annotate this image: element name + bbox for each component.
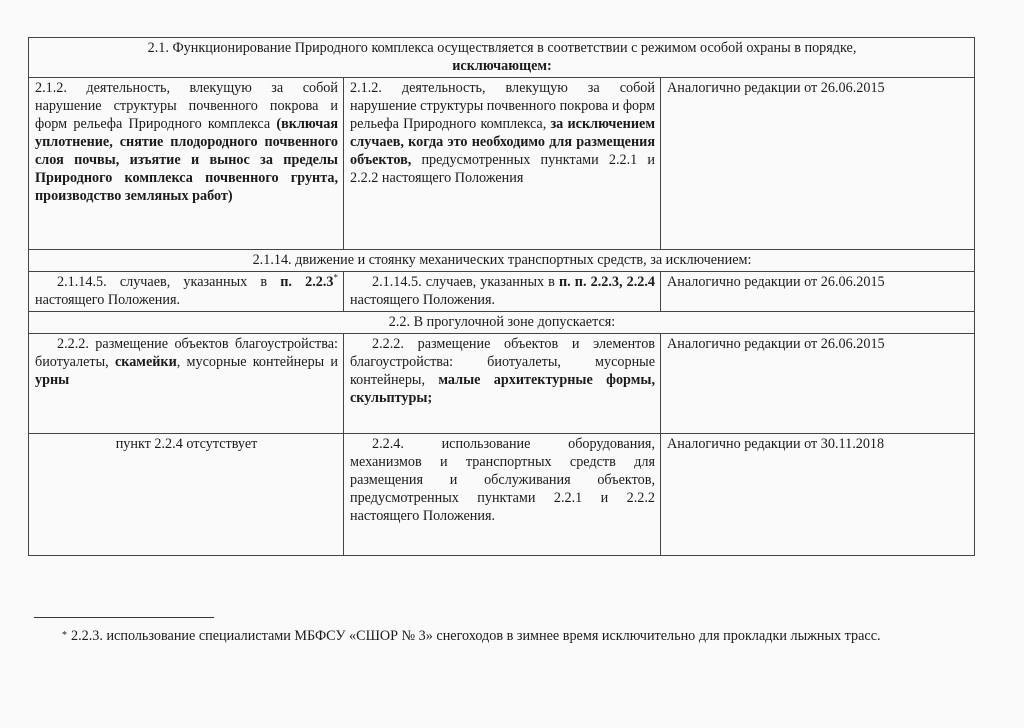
table-row-section-2-2 bbox=[29, 312, 975, 334]
table-row-section-2-1-14 bbox=[29, 250, 975, 272]
cell-note-2-1-14-5: Аналогично редакции от 26.06.2015 bbox=[661, 272, 975, 312]
cell-old-2-2-4: пункт 2.2.4 отсутствует bbox=[29, 434, 344, 556]
table-row-2-2-4 bbox=[29, 434, 975, 556]
footnote-text: 2.2.3. использование специалистами МБФСУ «СШОР № 3» снегоходов в зимнее время исключительно для прокладки лыжных трасс. bbox=[71, 628, 881, 644]
cell-note-2-2-4: Аналогично редакции от 30.11.2018 bbox=[661, 434, 975, 556]
table-row-2-2-2 bbox=[29, 334, 975, 434]
section-header-2-1-text: 2.1. Функционирование Природного комплекса осуществляется в соответствии с режимом особой охраны в порядке, bbox=[147, 40, 857, 56]
section-header-2-2: 2.2. В прогулочной зоне допускается: bbox=[29, 312, 975, 334]
table-row-2-1-2 bbox=[29, 78, 975, 250]
section-header-2-1 bbox=[29, 38, 975, 78]
cell-old-2-1-14-5: 2.1.14.5. случаев, указанных в п. 2.2.3* настоящего Положения. bbox=[29, 272, 344, 312]
cell-old-2-1-2: 2.1.2. деятельность, влекущую за собой нарушение структуры почвенного покрова и форм рельефа Природного комплекса (включая уплотнение, снятие плодородного почвенного слоя почвы, изъятие и вынос за пределы Природного комплекса почвенного грунта, производство земляных работ) bbox=[29, 78, 344, 250]
cell-note-2-2-2: Аналогично редакции от 26.06.2015 bbox=[661, 334, 975, 434]
table-row-2-1-14-5 bbox=[29, 272, 975, 312]
cell-new-2-1-2: 2.1.2. деятельность, влекущую за собой нарушение структуры почвенного покрова и форм рельефа Природного комплекса, за исключением случаев, когда это необходимо для размещения объектов, предусмотренных пунктами 2.2.1 и 2.2.2 настоящего Положения bbox=[344, 78, 661, 250]
comparison-table bbox=[28, 37, 975, 556]
cell-new-2-2-4: 2.2.4. использование оборудования, механизмов и транспортных средств для размещения и обслуживания объектов, предусмотренных пунктами 2.2.1 и 2.2.2 настоящего Положения. bbox=[344, 434, 661, 556]
cell-new-2-1-14-5: 2.1.14.5. случаев, указанных в п. п. 2.2.3, 2.2.4 настоящего Положения. bbox=[344, 272, 661, 312]
section-header-2-1-bold: исключающем: bbox=[452, 58, 552, 74]
section-header-2-1-14: 2.1.14. движение и стоянку механических транспортных средств, за исключением: bbox=[29, 250, 975, 272]
table-row-section-2-1 bbox=[29, 38, 975, 78]
footnote-marker: * bbox=[62, 630, 67, 641]
footnote bbox=[62, 626, 974, 646]
footnote-separator bbox=[34, 617, 214, 618]
cell-note-2-1-2: Аналогично редакции от 26.06.2015 bbox=[661, 78, 975, 250]
cell-new-2-2-2: 2.2.2. размещение объектов и элементов благоустройства: биотуалеты, мусорные контейнеры, малые архитектурные формы, скульптуры; bbox=[344, 334, 661, 434]
cell-old-2-2-2: 2.2.2. размещение объектов благоустройства: биотуалеты, скамейки, мусорные контейнеры и урны bbox=[29, 334, 344, 434]
